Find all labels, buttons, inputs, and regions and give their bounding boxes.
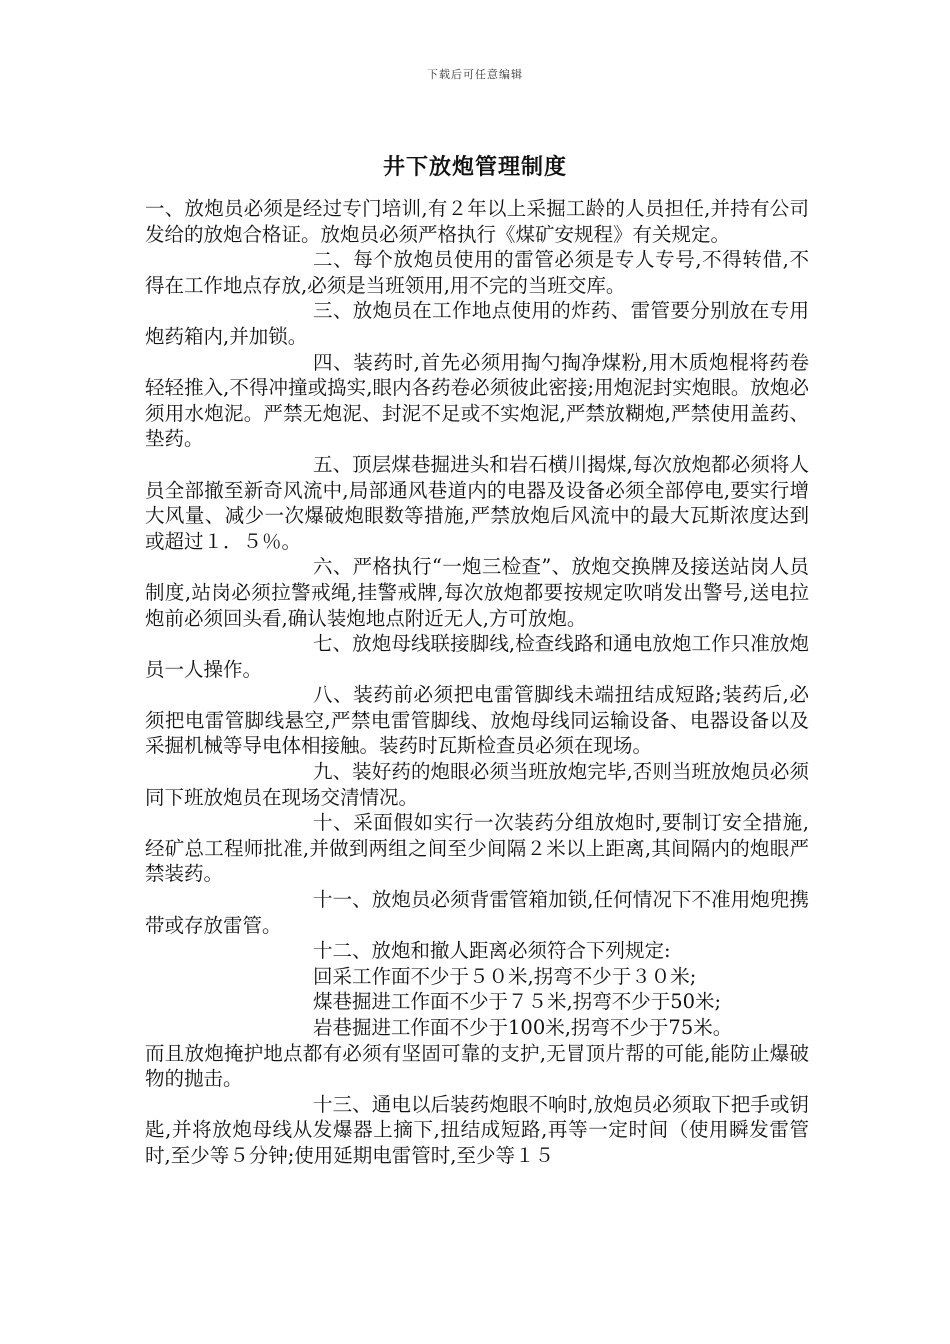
document-title: 井下放炮管理制度 — [382, 155, 567, 180]
document-body — [145, 196, 809, 1169]
distance-rule-3: 岩巷掘进工作面不少于100米,拐弯不少于75米。 — [313, 1016, 733, 1039]
paragraph-10: 十、采面假如实行一次装药分组放炮时,要制订安全措施,经矿总工程师批准,并做到两组之间至少间隔２米以上距离,其间隔内的炮眼严禁装药。 — [145, 811, 809, 886]
paragraph-13: 十三、通电以后装药炮眼不响时,放炮员必须取下把手或钥匙,并将放炮母线从发爆器上摘下,扭结成短路,再等一定时间（使用瞬发雷管时,至少等５分钟;使用延期电雷管时,至少等１５ — [145, 1092, 809, 1167]
distance-rule-1: 回采工作面不少于５０米,拐弯不少于３０米; — [313, 964, 697, 988]
distance-rule-2: 煤巷掘进工作面不少于７５米,拐弯不少于50米; — [313, 990, 722, 1014]
paragraph-8: 八、装药前必须把电雷管脚线未端扭结成短路;装药后,必须把电雷管脚线悬空,严禁电雷管脚线、放炮母线同运输设备、电器设备以及采掘机械等导电体相接触。装药时瓦斯检查员必须在现场。 — [145, 683, 809, 758]
paragraph-6: 六、严格执行“一炮三检查”、放炮交换牌及接送站岗人员制度,站岗必须拉警戒绳,挂警戒牌,每次放炮都要按规定吹哨发出警号,送电拉炮前必须回头看,确认装炮地点附近无人,方可放炮。 — [145, 555, 809, 630]
paragraph-4: 四、装药时,首先必须用掏勺掏净煤粉,用木质炮棍将药卷轻轻推入,不得冲撞或捣实,眼内各药卷必须彼此密接;用炮泥封实炮眼。放炮必须用水炮泥。严禁无炮泥、封泥不足或不实炮泥,严禁放糊炮,严禁使用盖药、垫药。 — [145, 350, 809, 451]
distance-followup: 而且放炮掩护地点都有必须有坚固可靠的支护,无冒顶片帮的可能,能防止爆破物的抛击。 — [145, 1041, 809, 1091]
paragraph-9: 九、装好药的炮眼必须当班放炮完毕,否则当班放炮员必须同下班放炮员在现场交清情况。 — [145, 760, 809, 809]
paragraph-7: 七、放炮母线联接脚线,检查线路和通电放炮工作只准放炮员一人操作。 — [145, 632, 809, 681]
paragraph-5: 五、顶层煤巷掘进头和岩石横川揭煤,每次放炮都必须将人员全部撤至新奇风流中,局部通风巷道内的电器及设备必须全部停电,要实行增大风量、减少一次爆破炮眼数等措施,严禁放炮后风流中的最大瓦斯浓度达到或超过１．５％。 — [145, 452, 809, 553]
paragraph-3: 三、放炮员在工作地点使用的炸药、雷管要分别放在专用炮药箱内,并加锁。 — [145, 299, 809, 348]
paragraph-12: 十二、放炮和撤人距离必须符合下列规定: — [313, 939, 671, 963]
paragraph-11: 十一、放炮员必须背雷管箱加锁,任何情况下不准用炮兜携带或存放雷管。 — [145, 888, 809, 937]
paragraph-1: 一、放炮员必须是经过专门培训,有２年以上采掘工龄的人员担任,并持有公司发给的放炮合格证。放炮员必须严格执行《煤矿安规程》有关规定。 — [145, 197, 809, 246]
paragraph-2: 二、每个放炮员使用的雷管必须是专人专号,不得转借,不得在工作地点存放,必须是当班领用,用不完的当班交库。 — [145, 248, 809, 297]
header-note: 下载后可任意编辑 — [427, 68, 523, 81]
